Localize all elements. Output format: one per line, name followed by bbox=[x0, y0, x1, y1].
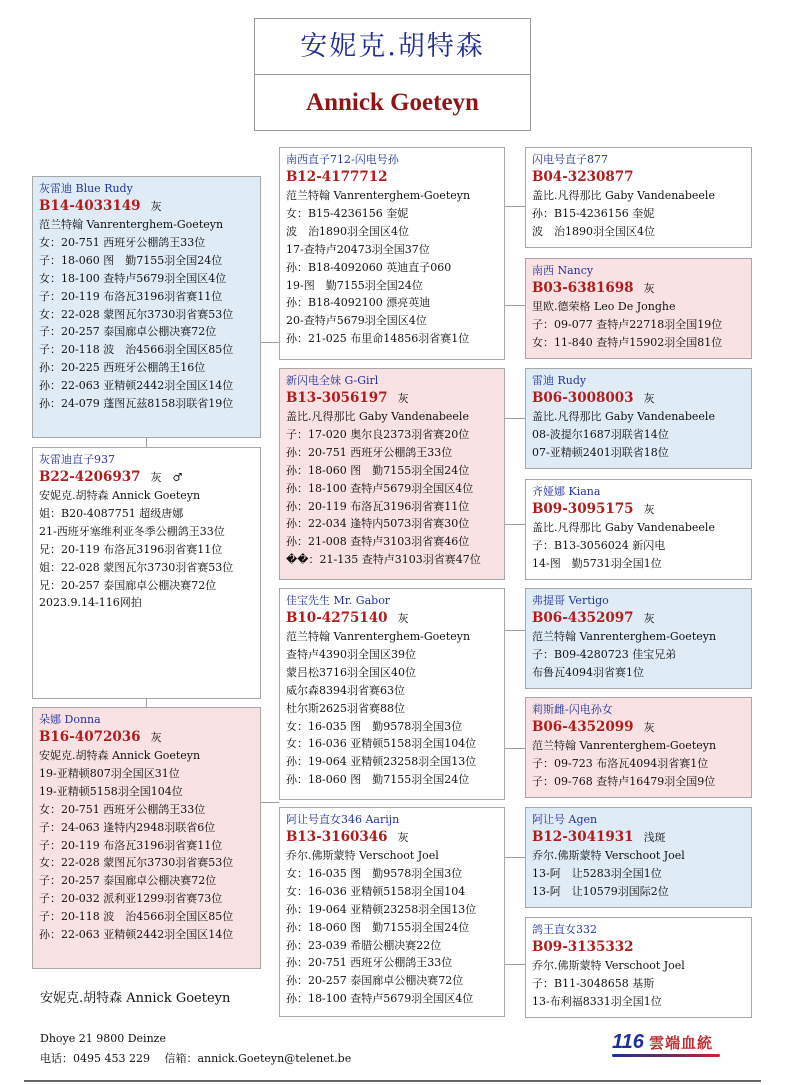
card-ring-row bbox=[532, 938, 746, 957]
card-color-sex: 浅斑 bbox=[643, 831, 666, 844]
card-detail-line: 子：20-119 布洛瓦3196羽省赛11位 bbox=[39, 838, 223, 852]
card-pigeon-name: 鸽王直女332 bbox=[532, 923, 597, 936]
card-detail-line: 孙：18-060 图 勤7155羽全国24位 bbox=[286, 463, 470, 477]
card-detail-line: 13-布利福8331羽全国1位 bbox=[532, 994, 662, 1008]
card-detail-line: 女：22-028 蒙图瓦尔3730羽省赛53位 bbox=[39, 307, 234, 321]
ggp-8-card bbox=[525, 917, 752, 1018]
sire-card bbox=[32, 176, 261, 438]
card-detail-line: 女：20-751 西班牙公棚鸽王33位 bbox=[39, 802, 206, 816]
ggp-2-card bbox=[525, 258, 752, 359]
card-detail-line: 孙：20-119 布洛瓦3196羽省赛11位 bbox=[286, 499, 470, 513]
card-ring-number: B09-3095175 bbox=[532, 501, 634, 517]
dam-card bbox=[32, 707, 261, 969]
card-color-sex: 灰 ♂ bbox=[150, 471, 183, 484]
ggp-3-card bbox=[525, 368, 752, 469]
card-color-sex: 灰 bbox=[397, 831, 409, 844]
card-detail-line: 女：16-035 图 勤9578羽全国3位 bbox=[286, 866, 463, 880]
card-detail-line: 孙：20-751 西班牙公棚鸽王33位 bbox=[286, 445, 453, 459]
card-pigeon-name: 齐娅娜 Kiana bbox=[532, 485, 601, 498]
card-color-sex: 灰 bbox=[397, 612, 409, 625]
card-ring-row bbox=[532, 279, 746, 298]
card-detail-line: 波 治1890羽全国区4位 bbox=[532, 224, 655, 238]
card-detail-line: 范兰特翰 Vanrenterghem-Goeteyn bbox=[39, 218, 224, 231]
sire-sire-card bbox=[279, 147, 505, 360]
pedigree-connector bbox=[261, 342, 279, 343]
card-detail-line: 布鲁瓦4094羽省赛1位 bbox=[532, 665, 644, 679]
ggp-1-card bbox=[525, 147, 752, 248]
card-detail-line: 子：17-020 奥尔良2373羽省赛20位 bbox=[286, 427, 470, 441]
pedigree-connector bbox=[505, 418, 525, 419]
card-detail-line: 女：20-751 西班牙公棚鸽王33位 bbox=[39, 235, 206, 249]
card-detail-line: 子：09-768 查特卢16479羽全国9位 bbox=[532, 774, 716, 788]
card-detail-line: 女：18-100 查特卢5679羽全国区4位 bbox=[39, 271, 227, 285]
card-detail-line: 乔尔.佛斯蒙特 Verschoot Joel bbox=[286, 849, 439, 862]
card-detail-line: 孙：B15-4236156 奎妮 bbox=[532, 206, 655, 220]
card-ring-row bbox=[532, 828, 746, 847]
card-pigeon-name: 弗提哥 Vertigo bbox=[532, 594, 609, 607]
card-detail-line: 盖比.凡得那比 Gaby Vandenabeele bbox=[532, 189, 715, 202]
card-detail-line: 07-亚精顿2401羽联省18位 bbox=[532, 445, 669, 459]
card-detail-line: 子：20-032 派利亚1299羽省赛73位 bbox=[39, 892, 223, 906]
card-pigeon-name: 莉斯雌-闪电孙女 bbox=[532, 703, 613, 716]
card-detail-line: 兄：20-257 泰国廊卓公棚决赛72位 bbox=[39, 578, 217, 592]
card-ring-number: B04-3230877 bbox=[532, 169, 634, 185]
card-detail-line: 孙：23-039 希腊公棚决赛22位 bbox=[286, 938, 442, 952]
card-detail-line: 女：11-840 查特卢15902羽全国81位 bbox=[532, 335, 723, 349]
card-pigeon-name: 雷迪 Rudy bbox=[532, 374, 587, 387]
card-detail-line: 女：16-036 亚精顿5158羽全国104位 bbox=[286, 737, 477, 751]
card-color-sex: 灰 bbox=[643, 282, 655, 295]
card-detail-line: 17-查特卢20473羽全国37位 bbox=[286, 242, 430, 256]
card-pigeon-name: 朵娜 Donna bbox=[39, 713, 101, 726]
pedigree-connector bbox=[505, 964, 525, 965]
ggp-6-card bbox=[525, 697, 752, 798]
bottom-divider bbox=[24, 1080, 761, 1082]
card-detail-line: 乔尔.佛斯蒙特 Verschoot Joel bbox=[532, 849, 685, 862]
card-detail-line: ��：21-135 查特卢3103羽省赛47位 bbox=[286, 553, 481, 567]
card-ring-number: B14-4033149 bbox=[39, 198, 141, 214]
card-detail-line: 子：B09-4280723 佳宝兄弟 bbox=[532, 647, 677, 661]
pedigree-connector bbox=[505, 748, 525, 749]
card-pigeon-name: 阿让号直女346 Aarijn bbox=[286, 813, 400, 826]
card-detail-line: 13-阿 让5283羽全国1位 bbox=[532, 866, 662, 880]
card-detail-line: 孙：21-025 布里命14856羽省赛1位 bbox=[286, 332, 470, 346]
card-detail-line: 子：20-118 波 治4566羽全国区85位 bbox=[39, 910, 234, 924]
dam-sire-card bbox=[279, 588, 505, 800]
card-ring-number: B06-3008003 bbox=[532, 390, 634, 406]
sire-dam-card bbox=[279, 368, 505, 580]
card-detail-line: 子：09-723 布洛瓦4094羽省赛1位 bbox=[532, 756, 709, 770]
card-detail-line: 孙：20-257 泰国廊卓公棚决赛72位 bbox=[286, 974, 464, 988]
title-english: Annick Goeteyn bbox=[306, 89, 479, 116]
logo-swoosh-icon bbox=[612, 1054, 720, 1057]
card-ring-row bbox=[532, 500, 746, 519]
card-detail-line: 威尔森8394羽省赛63位 bbox=[286, 683, 405, 697]
card-color-sex: 灰 bbox=[397, 392, 409, 405]
card-detail-line: 范兰特翰 Vanrenterghem-Goeteyn bbox=[532, 630, 717, 643]
card-ring-row bbox=[39, 468, 255, 487]
card-ring-row bbox=[532, 389, 746, 408]
card-detail-line: 孙：22-034 逢特内5073羽省赛30位 bbox=[286, 517, 470, 531]
card-ring-row bbox=[532, 609, 746, 628]
subject-bird-card bbox=[32, 447, 261, 699]
card-detail-line: 孙：18-100 查特卢5679羽全国区4位 bbox=[286, 992, 474, 1006]
breeder-name: 安妮克.胡特森 Annick Goeteyn bbox=[40, 991, 231, 1006]
card-ring-number: B09-3135332 bbox=[532, 939, 634, 955]
card-ring-row bbox=[286, 389, 499, 408]
card-detail-line: 里欧.德荣格 Leo De Jonghe bbox=[532, 300, 676, 313]
card-detail-line: 兄：20-119 布洛瓦3196羽省赛11位 bbox=[39, 542, 223, 556]
card-ring-number: B13-3160346 bbox=[286, 829, 388, 845]
card-detail-line: 孙：B18-4092100 漂亮英迪 bbox=[286, 296, 431, 310]
card-detail-line: 子：20-257 泰国廊卓公棚决赛72位 bbox=[39, 874, 217, 888]
card-detail-line: 孙：24-079 蓬图瓦兹8158羽联省19位 bbox=[39, 397, 234, 411]
card-detail-line: 子：20-119 布洛瓦3196羽省赛11位 bbox=[39, 289, 223, 303]
card-detail-line: 孙：18-060 图 勤7155羽全国24位 bbox=[286, 920, 470, 934]
card-ring-number: B10-4275140 bbox=[286, 610, 388, 626]
card-detail-line: 孙：18-060 图 勤7155羽全国24位 bbox=[286, 773, 470, 787]
pedigree-connector bbox=[146, 699, 147, 707]
pedigree-connector bbox=[261, 802, 279, 803]
card-detail-line: 范兰特翰 Vanrenterghem-Goeteyn bbox=[286, 630, 471, 643]
card-ring-number: B03-6381698 bbox=[532, 280, 634, 296]
card-pigeon-name: 南西直子712-闪电号孙 bbox=[286, 153, 399, 166]
card-ring-row bbox=[286, 168, 499, 187]
card-detail-line: 19-亚精顿5158羽全国104位 bbox=[39, 784, 183, 798]
card-ring-row bbox=[286, 828, 499, 847]
card-detail-line: 2023.9.14-116网拍 bbox=[39, 596, 142, 610]
card-detail-line: 子：20-257 泰国廊卓公棚决赛72位 bbox=[39, 325, 217, 339]
card-detail-line: 08-波提尔1687羽联省14位 bbox=[532, 427, 669, 441]
card-detail-line: 女：22-028 蒙图瓦尔3730羽省赛53位 bbox=[39, 856, 234, 870]
title-box bbox=[254, 18, 531, 131]
card-detail-line: 子：09-077 查特卢22718羽全国19位 bbox=[532, 317, 723, 331]
card-ring-number: B12-4177712 bbox=[286, 169, 388, 185]
ggp-5-card bbox=[525, 588, 752, 689]
card-detail-line: 子：B11-3048658 基斯 bbox=[532, 976, 655, 990]
card-detail-line: 女：16-035 图 勤9578羽全国3位 bbox=[286, 719, 463, 733]
card-detail-line: 范兰特翰 Vanrenterghem-Goeteyn bbox=[532, 739, 717, 752]
card-detail-line: 孙：18-100 查特卢5679羽全国区4位 bbox=[286, 481, 474, 495]
card-detail-line: 盖比.凡得那比 Gaby Vandenabeele bbox=[286, 410, 469, 423]
card-color-sex: 灰 bbox=[643, 612, 655, 625]
card-color-sex: 灰 bbox=[150, 731, 162, 744]
card-detail-line: 蒙吕松3716羽全国区40位 bbox=[286, 665, 416, 679]
card-pigeon-name: 佳宝先生 Mr. Gabor bbox=[286, 594, 391, 607]
site-logo bbox=[612, 1031, 713, 1054]
card-detail-line: 孙：22-063 亚精顿2442羽全国区14位 bbox=[39, 379, 234, 393]
card-detail-line: 19-图 勤7155羽全国24位 bbox=[286, 278, 423, 292]
card-pigeon-name: 灰雷迪 Blue Rudy bbox=[39, 182, 133, 195]
dam-dam-card bbox=[279, 807, 505, 1017]
card-ring-number: B12-3041931 bbox=[532, 829, 634, 845]
card-pigeon-name: 阿让号 Agen bbox=[532, 813, 598, 826]
logo-text: 雲端血統 bbox=[648, 1034, 713, 1052]
card-detail-line: 乔尔.佛斯蒙特 Verschoot Joel bbox=[532, 959, 685, 972]
card-color-sex: 灰 bbox=[643, 721, 655, 734]
card-ring-number: B06-4352099 bbox=[532, 719, 634, 735]
card-ring-number: B22-4206937 bbox=[39, 469, 141, 485]
breeder-contact: 电话：0495 453 229 信箱：annick.Goeteyn@telenet.be bbox=[40, 1052, 352, 1065]
ggp-4-card bbox=[525, 479, 752, 580]
pedigree-connector bbox=[505, 630, 525, 631]
card-detail-line: 安妮克.胡特森 Annick Goeteyn bbox=[39, 489, 201, 502]
card-detail-line: 孙：19-064 亚精顿23258羽全国13位 bbox=[286, 755, 477, 769]
card-detail-line: 安妮克.胡特森 Annick Goeteyn bbox=[39, 749, 201, 762]
card-detail-line: 范兰特翰 Vanrenterghem-Goeteyn bbox=[286, 189, 471, 202]
card-detail-line: 姐：22-028 蒙图瓦尔3730羽省赛53位 bbox=[39, 560, 234, 574]
ggp-7-card bbox=[525, 807, 752, 908]
card-ring-row bbox=[286, 609, 499, 628]
card-detail-line: 女：B15-4236156 奎妮 bbox=[286, 206, 409, 220]
card-color-sex: 灰 bbox=[643, 392, 655, 405]
card-detail-line: 子：20-118 波 治4566羽全国区85位 bbox=[39, 343, 234, 357]
card-ring-row bbox=[532, 718, 746, 737]
card-detail-line: 子：B13-3056024 新闪电 bbox=[532, 538, 666, 552]
card-detail-line: 19-亚精顿807羽全国区31位 bbox=[39, 766, 180, 780]
card-detail-line: 孙：21-008 查特卢3103羽省赛46位 bbox=[286, 535, 470, 549]
card-detail-line: 孙：22-063 亚精顿2442羽全国区14位 bbox=[39, 928, 234, 942]
card-detail-line: 盖比.凡得那比 Gaby Vandenabeele bbox=[532, 410, 715, 423]
card-detail-line: 子：18-060 图 勤7155羽全国24位 bbox=[39, 253, 223, 267]
card-detail-line: 波 治1890羽全国区4位 bbox=[286, 224, 409, 238]
pedigree-connector bbox=[146, 438, 147, 447]
card-detail-line: 孙：B18-4092060 英迪直子060 bbox=[286, 260, 452, 274]
card-detail-line: 21-西班牙塞维利亚冬季公棚鸽王33位 bbox=[39, 524, 225, 538]
card-ring-number: B06-4352097 bbox=[532, 610, 634, 626]
pedigree-connector bbox=[505, 206, 525, 207]
card-detail-line: 孙：19-064 亚精顿23258羽全国13位 bbox=[286, 902, 477, 916]
card-ring-number: B13-3056197 bbox=[286, 390, 388, 406]
card-detail-line: 子：24-063 逢特内2948羽联省6位 bbox=[39, 820, 216, 834]
card-color-sex: 灰 bbox=[643, 503, 655, 516]
card-detail-line: 13-阿 让10579羽国际2位 bbox=[532, 884, 669, 898]
card-ring-number: B16-4072036 bbox=[39, 729, 141, 745]
breeder-address: Dhoye 21 9800 Deinze bbox=[40, 1032, 166, 1045]
card-color-sex: 灰 bbox=[150, 200, 162, 213]
card-ring-row bbox=[39, 197, 255, 216]
logo-number: 116 bbox=[612, 1031, 644, 1053]
card-detail-line: 孙：20-751 西班牙公棚鸽王33位 bbox=[286, 956, 453, 970]
card-detail-line: 姐：B20-4087751 超级唐娜 bbox=[39, 506, 184, 520]
pedigree-connector bbox=[505, 857, 525, 858]
card-pigeon-name: 新闪电全妹 G-Girl bbox=[286, 374, 379, 387]
card-detail-line: 20-查特卢5679羽全国区4位 bbox=[286, 314, 427, 328]
card-ring-row bbox=[39, 728, 255, 747]
card-pigeon-name: 南西 Nancy bbox=[532, 264, 594, 277]
pedigree-connector bbox=[505, 305, 525, 306]
card-detail-line: 查特卢4390羽全国区39位 bbox=[286, 647, 416, 661]
card-ring-row bbox=[532, 168, 746, 187]
card-detail-line: 14-图 勤5731羽全国1位 bbox=[532, 556, 662, 570]
card-detail-line: 盖比.凡得那比 Gaby Vandenabeele bbox=[532, 521, 715, 534]
card-pigeon-name: 灰雷迪直子937 bbox=[39, 453, 115, 466]
title-chinese: 安妮克.胡特森 bbox=[255, 19, 530, 75]
pedigree-connector bbox=[505, 524, 525, 525]
card-pigeon-name: 闪电号直子877 bbox=[532, 153, 608, 166]
card-detail-line: 杜尔斯2625羽省赛88位 bbox=[286, 701, 405, 715]
card-detail-line: 女：16-036 亚精顿5158羽全国104 bbox=[286, 884, 466, 898]
card-detail-line: 孙：20-225 西班牙公棚鸽王16位 bbox=[39, 361, 206, 375]
